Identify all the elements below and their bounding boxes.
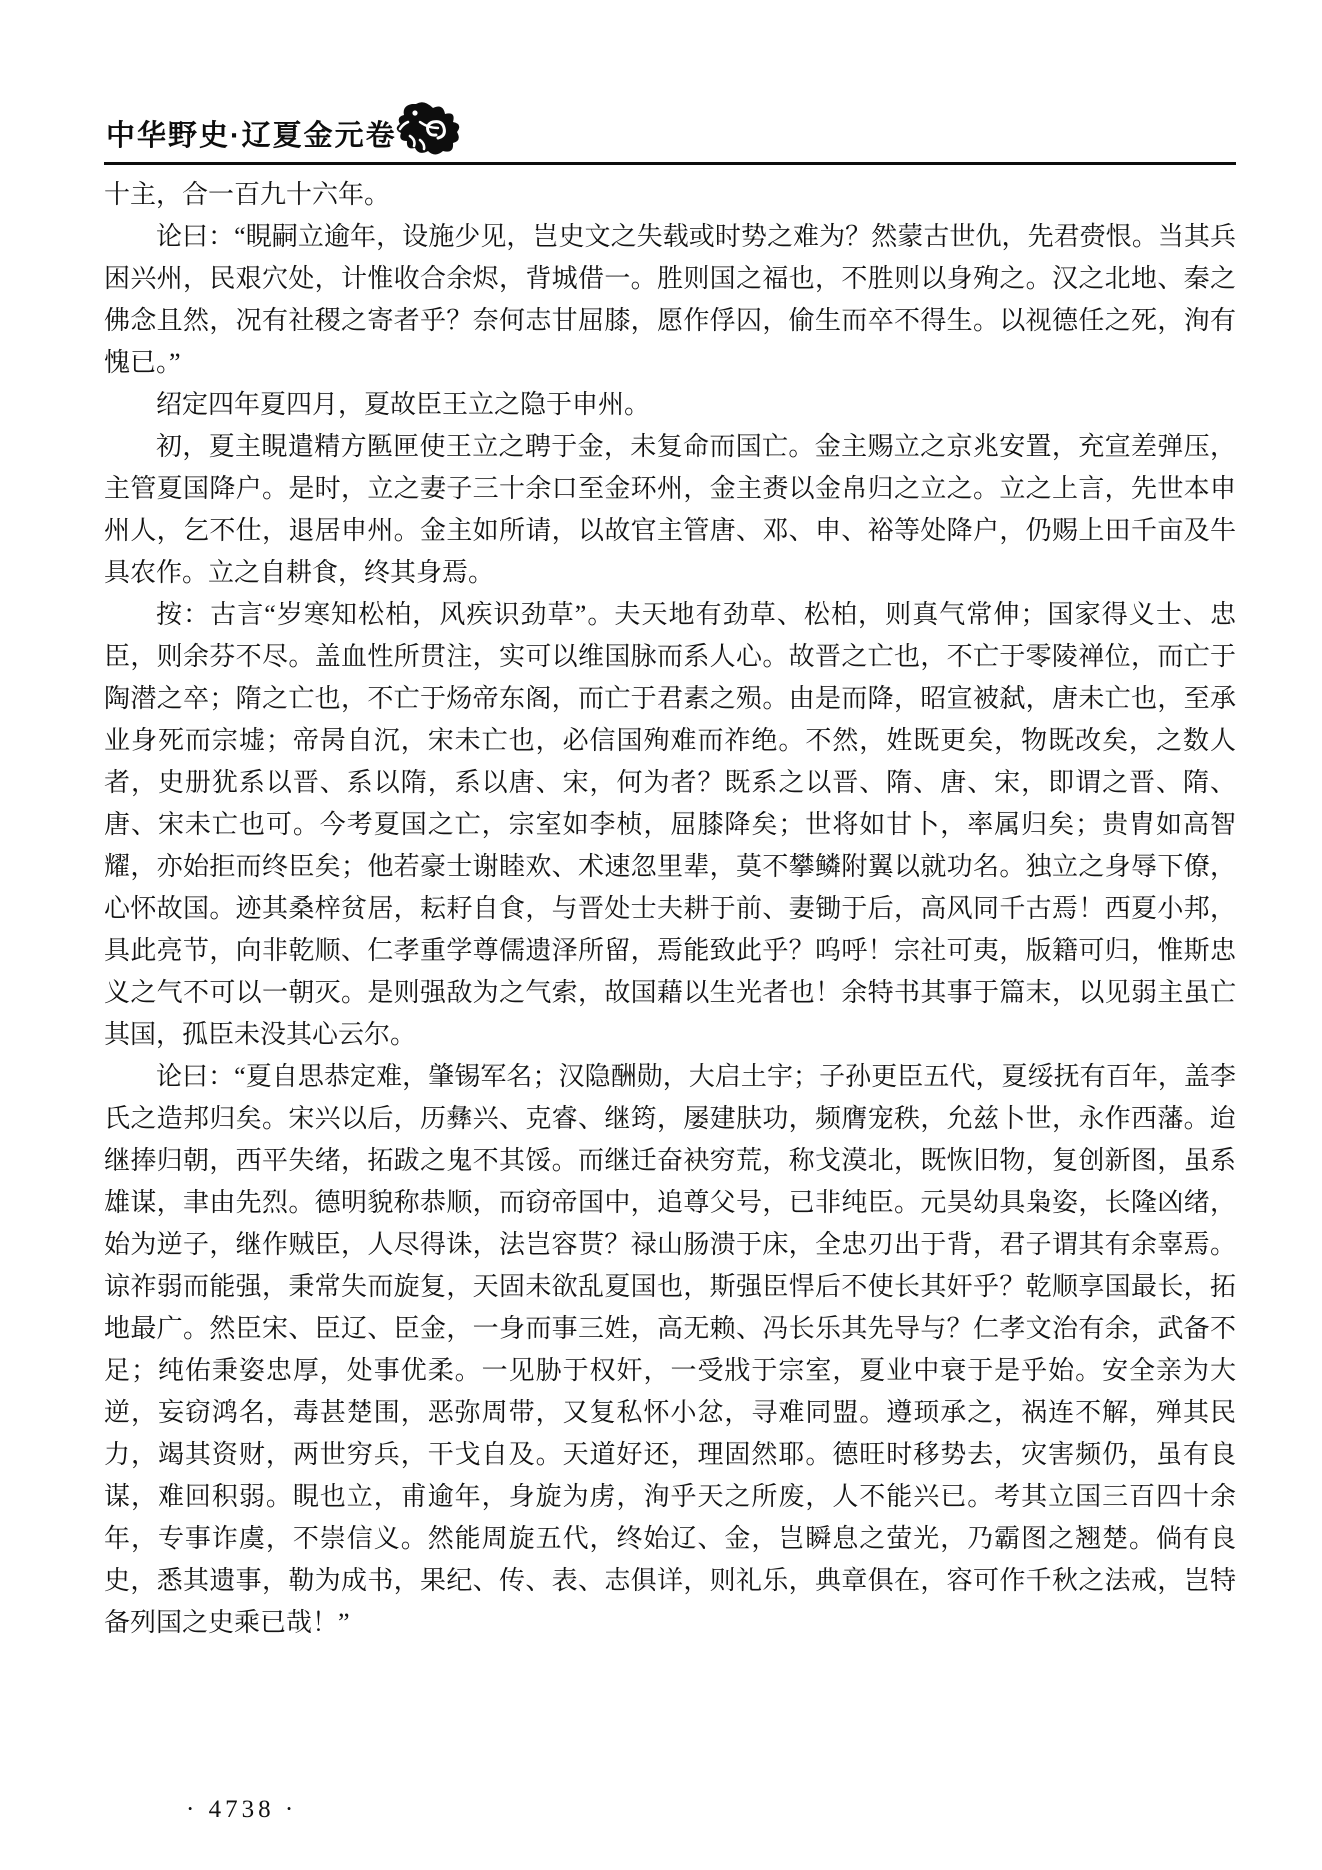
- paragraph: 论曰：“夏自思恭定难，肇锡军名；汉隐酬勋，大启土宇；子孙更臣五代，夏绥抚有百年，盖李氏之造邦归矣。宋兴以后，历彝兴、克睿、继筠，屡建肤功，频膺宠秩，允兹卜世，永作西藩。迨继捧归朝，西平失绪，拓跋之鬼不其馁。而继迁奋袂穷荒，称戈漠北，既恢旧物，复创新图，虽系雄谋，聿由先烈。德明貌称恭顺，而窃帝国中，追尊父号，已非纯臣。元昊幼具枭姿，长隆凶绪，始为逆子，继作贼臣，人尽得诛，法岂容贳？禄山肠溃于床，全忠刃出于背，君子谓其有余辜焉。谅祚弱而能强，秉常失而旋复，天固未欲乱夏国也，斯强臣悍后不使长其奸乎？乾顺享国最长，拓地最广。然臣宋、臣辽、臣金，一身而事三姓，高无赖、冯长乐其先导与？仁孝文治有余，武备不足；纯佑秉姿忠厚，处事优柔。一见胁于权奸，一受戕于宗室，夏业中衰于是乎始。安全亲为大逆，妄窃鸿名，毒甚楚围，恶弥周带，又复私怀小忿，寻难同盟。遵顼承之，祸连不解，殚其民力，竭其资财，两世穷兵，干戈自及。天道好还，理固然耶。德旺时移势去，灾害频仍，虽有良谋，难回积弱。睍也立，甫逾年，身旋为虏，洵乎天之所废，人不能兴已。考其立国三百四十余年，专事诈虞，不崇信义。然能周旋五代，终始辽、金，岂瞬息之萤光，乃霸图之翘楚。倘有良史，悉其遗事，勒为成书，果纪、传、表、志俱详，则礼乐，典章俱在，容可作千秋之法戒，岂特备列国之史乘已哉！”: [104, 1062, 1236, 1637]
- book-title: 中华野史·辽夏金元卷: [106, 120, 397, 152]
- body-text: [104, 174, 1236, 1644]
- paragraph: 按：古言“岁寒知松柏，风疾识劲草”。夫天地有劲草、松柏，则真气常伸；国家得义士、忠臣，则余芬不尽。盖血性所贯注，实可以维国脉而系人心。故晋之亡也，不亡于零陵禅位，而亡于陶潜之卒；隋之亡也，不亡于炀帝东阁，而亡于君素之殒。由是而降，昭宣被弑，唐未亡也，至承业身死而宗墟；帝昺自沉，宋未亡也，必信国殉难而祚绝。不然，姓既更矣，物既改矣，之数人者，史册犹系以晋、系以隋，系以唐、宋，何为者？既系之以晋、隋、唐、宋，即谓之晋、隋、唐、宋未亡也可。今考夏国之亡，宗室如李桢，屈膝降矣；世将如甘卜，率属归矣；贵胄如高智耀，亦始拒而终臣矣；他若豪士谢睦欢、术速忽里辈，莫不攀鳞附翼以就功名。独立之身辱下僚，心怀故国。迹其桑梓贫居，耘耔自食，与晋处士夫耕于前、妻锄于后，高风同千古焉！西夏小邦，具此亮节，向非乾顺、仁孝重学尊儒遗泽所留，焉能致此乎？呜呼！宗社可夷，版籍可归，惟斯忠义之气不可以一朝灭。是则强敌为之气索，故国藉以生光者也！余特书其事于篇末，以见弱主虽亡其国，孤臣未没其心云尔。: [104, 600, 1236, 1049]
- page-number: · 4738 ·: [186, 1796, 298, 1823]
- dragon-emblem-icon: [390, 98, 464, 160]
- page-header: [104, 94, 1236, 165]
- paragraph: 十主，合一百九十六年。: [104, 180, 391, 209]
- paragraph: 初，夏主睍遣精方匦匣使王立之聘于金，未复命而国亡。金主赐立之京兆安置，充宣差弹压，主管夏国降户。是时，立之妻子三十余口至金环州，金主赉以金帛归之立之。立之上言，先世本申州人，乞不仕，退居申州。金主如所请，以故官主管唐、邓、申、裕等处降户，仍赐上田千亩及牛具农作。立之自耕食，终其身焉。: [104, 432, 1236, 587]
- paragraph: 绍定四年夏四月，夏故臣王立之隐于申州。: [156, 390, 651, 419]
- paragraph: 论曰：“睍嗣立逾年，设施少见，岂史文之失载或时势之难为？然蒙古世仇，先君赍恨。当其兵困兴州，民艰穴处，计惟收合余烬，背城借一。胜则国之福也，不胜则以身殉之。汉之北地、秦之佛念且然，况有社稷之寄者乎？奈何志甘屈膝，愿作俘囚，偷生而卒不得生。以视德任之死，洵有愧已。”: [104, 222, 1236, 377]
